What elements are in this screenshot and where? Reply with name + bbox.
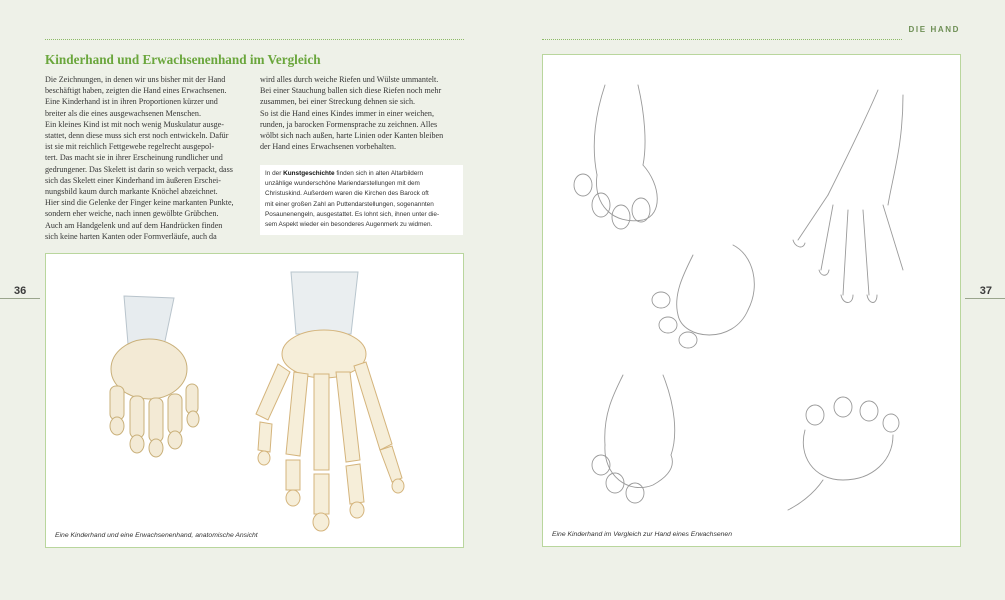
infobox-line: mit einer großen Zahl an Puttendarstellungen, sogenannten — [265, 200, 434, 208]
child-hand-skeleton — [110, 296, 199, 457]
page-number-rule — [965, 298, 1005, 299]
header-rule — [45, 39, 464, 40]
pencil-hands-illustration — [543, 55, 959, 545]
body-text-line: sich das Skelett einer Kinderhand im äußeren Erschei- — [45, 175, 221, 185]
header-rule — [542, 39, 902, 40]
body-text-line: sondern eher weiche, nach innen gewölbte Grübchen. — [45, 209, 219, 219]
page-title: Kinderhand und Erwachsenenhand im Vergleich — [45, 52, 321, 67]
art-history-infobox — [260, 165, 463, 235]
adult-hand-sketch — [793, 90, 903, 303]
body-text-line: sich keine harten Kanten oder Formverläufe, auch da — [45, 231, 217, 241]
page-number: 36 — [14, 285, 27, 297]
adult-hand-skeleton — [256, 272, 404, 531]
infobox-line: unzählige wunderschöne Mariendarstellungen mit dem — [265, 180, 420, 188]
infobox-line: sem Aspekt wieder ein besonderes Augenmerk zu widmen. — [265, 221, 433, 229]
figure-caption: Eine Kinderhand im Vergleich zur Hand eines Erwachsenen — [552, 531, 732, 538]
infobox-line: Christuskind. Außerdem waren die Kirchen des Barock oft — [265, 190, 429, 198]
sketch-figure — [542, 54, 961, 547]
child-hand-sketch-4 — [788, 397, 899, 510]
body-text-line: gedrungener. Das Skelett ist darin so weich verpackt, dass — [45, 164, 233, 174]
section-label: DIE HAND — [908, 25, 960, 34]
figure-caption: Eine Kinderhand und eine Erwachsenenhand, anatomische Ansicht — [55, 532, 258, 539]
body-text-line: beschäftigt haben, zeigten die Hand eines Erwachsenen. — [45, 86, 227, 96]
body-text-line: zusammen, bei einer Streckung dehnen sie sich. — [260, 97, 416, 107]
anatomical-hands-illustration — [46, 254, 462, 546]
left-page — [0, 0, 502, 600]
infobox-keyword: Kunstgeschichte — [283, 170, 335, 177]
body-text-line: Ein kleines Kind ist mit noch wenig Muskulatur ausge- — [45, 119, 224, 129]
body-text-line: runden, ja barocken Formensprache zu zeichnen. Alles — [260, 119, 438, 129]
child-hand-sketch-3 — [592, 375, 675, 503]
page-number: 37 — [979, 285, 992, 297]
body-text-line: der Hand eines Erwachsenen vorbehalten. — [260, 142, 396, 152]
body-text-line: Bei einer Stauchung ballen sich diese Riefen noch mehr — [260, 86, 442, 96]
body-text-line: wird alles durch weiche Riefen und Wülste ummantelt. — [260, 75, 439, 84]
body-text-line: nungsbild kaum durch markante Knöchel abzeichnet. — [45, 187, 218, 197]
child-hand-sketch-2 — [652, 245, 754, 348]
body-text-line: stattet, denn diese muss sich erst noch entwickeln. Dafür — [45, 131, 229, 141]
body-column-2 — [260, 74, 465, 152]
body-text-line: breiter als die eines ausgewachsenen Menschen. — [45, 108, 201, 118]
body-column-1 — [45, 74, 245, 242]
body-text-line: Hier sind die Gelenke der Finger keine markanten Punkte, — [45, 198, 234, 208]
body-text-line: tert. Das macht sie in ihrer Erscheinung rundlicher und — [45, 153, 223, 163]
anatomy-figure — [45, 253, 464, 548]
right-page — [502, 0, 1005, 600]
body-text-line: Eine Kinderhand ist in ihren Proportionen kürzer und — [45, 97, 218, 107]
page-number-rule — [0, 298, 40, 299]
child-hand-sketch-1 — [574, 85, 657, 229]
infobox-intro: In der — [265, 170, 284, 177]
infobox-line: Posaunenengeln, ausgestattet. Es lohnt sich, ihnen unter die- — [265, 210, 440, 218]
body-text-line: ist sie mit reichlich Fettgewebe regelrecht ausgepol- — [45, 142, 215, 152]
infobox-line: finden sich in alten Altarbildern — [334, 170, 424, 177]
body-text-line: So ist die Hand eines Kindes immer in einer weichen, — [260, 108, 434, 118]
body-text-line: Auch am Handgelenk und auf dem Handrücken finden — [45, 220, 223, 230]
body-text-line: wölbt sich nach außen, harte Linien oder Kanten bleiben — [260, 131, 444, 141]
body-text-line: Die Zeichnungen, in denen wir uns bisher mit der Hand — [45, 75, 226, 84]
